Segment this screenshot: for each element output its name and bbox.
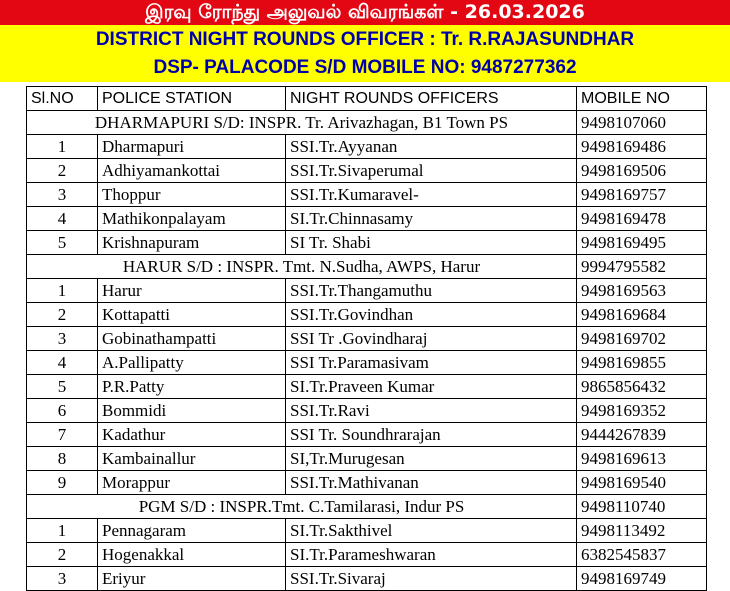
table-row (27, 351, 707, 375)
officer-cell: SSI Tr .Govindharaj (286, 327, 577, 351)
header-night-rounds-officers: NIGHT ROUNDS OFFICERS (286, 87, 577, 111)
table-row (27, 471, 707, 495)
sl-no-cell: 1 (27, 135, 98, 159)
officer-cell: SSI.Tr.Thangamuthu (286, 279, 577, 303)
table-row (27, 231, 707, 255)
police-station-cell: Kambainallur (98, 447, 286, 471)
police-station-cell: Adhiyamankottai (98, 159, 286, 183)
table-row (27, 207, 707, 231)
table-header-row (27, 87, 707, 111)
table-row (27, 567, 707, 591)
section-heading-row (27, 255, 707, 279)
sl-no-cell: 9 (27, 471, 98, 495)
sl-no-cell: 6 (27, 399, 98, 423)
sl-no-cell: 8 (27, 447, 98, 471)
table-row (27, 327, 707, 351)
sl-no-cell: 3 (27, 567, 98, 591)
sl-no-cell: 2 (27, 543, 98, 567)
table-row (27, 399, 707, 423)
mobile-cell: 9498169702 (577, 327, 707, 351)
sl-no-cell: 7 (27, 423, 98, 447)
police-station-cell: Bommidi (98, 399, 286, 423)
night-rounds-table (26, 86, 707, 591)
table-row (27, 423, 707, 447)
table-row (27, 447, 707, 471)
officer-cell: SSI.Tr.Govindhan (286, 303, 577, 327)
section-heading: DHARMAPURI S/D: INSPR. Tr. Arivazhagan, B1 Town PS (27, 111, 577, 135)
section-heading-row (27, 495, 707, 519)
mobile-cell: 9498169506 (577, 159, 707, 183)
mobile-cell: 9498113492 (577, 519, 707, 543)
mobile-cell: 9498169352 (577, 399, 707, 423)
section-mobile: 9498107060 (577, 111, 707, 135)
police-station-cell: Kottapatti (98, 303, 286, 327)
sl-no-cell: 3 (27, 327, 98, 351)
table-row (27, 543, 707, 567)
sl-no-cell: 2 (27, 303, 98, 327)
mobile-cell: 9498169486 (577, 135, 707, 159)
header-sl-no: Sl.NO (27, 87, 98, 111)
police-station-cell: Kadathur (98, 423, 286, 447)
table-row (27, 303, 707, 327)
table-row (27, 183, 707, 207)
mobile-cell: 9498169855 (577, 351, 707, 375)
officer-cell: SSI.Tr.Ayyanan (286, 135, 577, 159)
sl-no-cell: 2 (27, 159, 98, 183)
sl-no-cell: 4 (27, 207, 98, 231)
sl-no-cell: 4 (27, 351, 98, 375)
section-heading-row (27, 111, 707, 135)
page-title: இரவு ரோந்து அலுவல் விவரங்கள் - 26.03.2026 (0, 0, 730, 25)
officer-cell: SI,Tr.Murugesan (286, 447, 577, 471)
officer-banner (0, 25, 730, 82)
officer-cell: SSI.Tr.Sivaperumal (286, 159, 577, 183)
section-mobile: 9994795582 (577, 255, 707, 279)
officer-cell: SSI.Tr.Kumaravel- (286, 183, 577, 207)
sl-no-cell: 5 (27, 375, 98, 399)
sl-no-cell: 1 (27, 519, 98, 543)
district-officer-line: DISTRICT NIGHT ROUNDS OFFICER : Tr. R.RAJASUNDHAR (95, 29, 635, 50)
table-row (27, 279, 707, 303)
dsp-mobile-line: DSP- PALACODE S/D MOBILE NO: 9487277362 (153, 57, 577, 78)
police-station-cell: Hogenakkal (98, 543, 286, 567)
mobile-cell: 9498169495 (577, 231, 707, 255)
police-station-cell: A.Pallipatty (98, 351, 286, 375)
mobile-cell: 9498169749 (577, 567, 707, 591)
police-station-cell: P.R.Patty (98, 375, 286, 399)
table-body (27, 111, 707, 591)
header-police-station: POLICE STATION (98, 87, 286, 111)
officer-cell: SI.Tr.Parameshwaran (286, 543, 577, 567)
police-station-cell: Harur (98, 279, 286, 303)
mobile-cell: 9865856432 (577, 375, 707, 399)
officer-cell: SSI.Tr.Mathivanan (286, 471, 577, 495)
officer-cell: SI.Tr.Sakthivel (286, 519, 577, 543)
section-mobile: 9498110740 (577, 495, 707, 519)
officer-cell: SI Tr. Shabi (286, 231, 577, 255)
officer-cell: SSI.Tr.Ravi (286, 399, 577, 423)
sl-no-cell: 1 (27, 279, 98, 303)
police-station-cell: Krishnapuram (98, 231, 286, 255)
officer-cell: SSI Tr. Soundhrarajan (286, 423, 577, 447)
police-station-cell: Pennagaram (98, 519, 286, 543)
mobile-cell: 9498169563 (577, 279, 707, 303)
sl-no-cell: 5 (27, 231, 98, 255)
mobile-cell: 9498169684 (577, 303, 707, 327)
police-station-cell: Dharmapuri (98, 135, 286, 159)
officer-cell: SSI.Tr.Sivaraj (286, 567, 577, 591)
table-row (27, 519, 707, 543)
police-station-cell: Morappur (98, 471, 286, 495)
police-station-cell: Thoppur (98, 183, 286, 207)
section-heading: PGM S/D : INSPR.Tmt. C.Tamilarasi, Indur PS (27, 495, 577, 519)
table-row (27, 135, 707, 159)
officer-cell: SSI Tr.Paramasivam (286, 351, 577, 375)
section-heading: HARUR S/D : INSPR. Tmt. N.Sudha, AWPS, Harur (27, 255, 577, 279)
police-station-cell: Gobinathampatti (98, 327, 286, 351)
table-row (27, 375, 707, 399)
officer-cell: SI.Tr.Praveen Kumar (286, 375, 577, 399)
mobile-cell: 9498169478 (577, 207, 707, 231)
mobile-cell: 9498169540 (577, 471, 707, 495)
header-mobile-no: MOBILE NO (577, 87, 707, 111)
mobile-cell: 9444267839 (577, 423, 707, 447)
sl-no-cell: 3 (27, 183, 98, 207)
officer-cell: SI.Tr.Chinnasamy (286, 207, 577, 231)
mobile-cell: 9498169613 (577, 447, 707, 471)
mobile-cell: 6382545837 (577, 543, 707, 567)
police-station-cell: Mathikonpalayam (98, 207, 286, 231)
table-row (27, 159, 707, 183)
police-station-cell: Eriyur (98, 567, 286, 591)
mobile-cell: 9498169757 (577, 183, 707, 207)
